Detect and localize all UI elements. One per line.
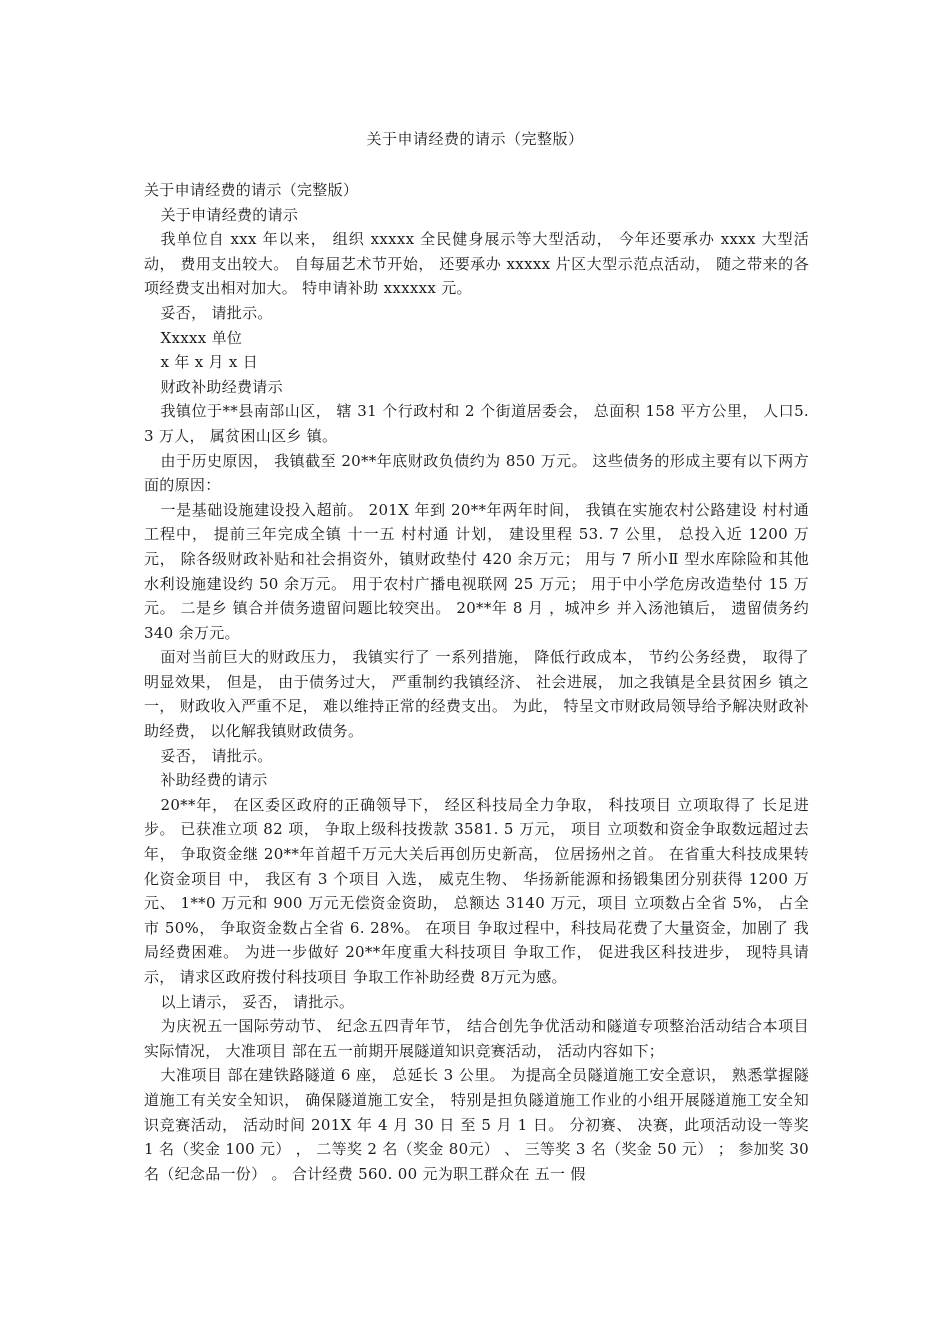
- paragraph: 妥否， 请批示。: [160, 746, 273, 765]
- paragraph: 财政补助经费请示: [160, 377, 283, 396]
- paragraph: 大准项目 部在建铁路隧道 6 座， 总延长 3 公里。 为提高全员隧道施工安全意识， 熟悉掌握隧道施工有关安全知识， 确保隧道施工安全， 特别是担负隧道施工作业的小组开展隧道施工安全知识竞赛活动， 活动时间 201X 年 4 月 30 日 至 5 月 1 日。 分初赛、 决赛，此项活动设一等奖 1 名（奖金 100 元） ， 二等奖 2 名（奖金 80元） 、 三等奖 3 名（奖金 50 元） ； 参加奖 30 名（纪念品一份） 。 合计经费 560. 00 元为职工群众在 五一 假: [144, 1066, 809, 1183]
- paragraph: 关于申请经费的请示: [160, 205, 299, 224]
- page-title: 关于申请经费的请示（完整版）: [366, 130, 584, 148]
- paragraph: 我单位自 xxx 年以来， 组织 xxxxx 全民健身展示等大型活动， 今年还要承办 xxxx 大型活动， 费用支出较大。 自每届艺术节开始， 还要承办 xxxxx 片区大型示范点活动， 随之带来的各项经费支出相对加大。 特申请补助 xxxxxx 元。: [144, 230, 809, 298]
- paragraph: 妥否， 请批示。: [160, 303, 273, 322]
- paragraph: x 年 x 月 x 日: [160, 353, 259, 372]
- paragraph: 20**年， 在区委区政府的正确领导下， 经区科技局全力争取， 科技项目 立项取得了 长足进步。 已获准立项 82 项， 争取上级科技拨款 3581. 5 万元， 项目 立项数和资金争取数远超过去年， 争取资金继 20**年首超千万元大关后再创历史新高， 位居扬州之首。 在省重大科技成果转化资金项目 中， 我区有 3 个项目 入选， 威克生物、 华扬新能源和扬锻集团分别获得 1200 万元、 1**0 万元和 900 万元无偿资金资助， 总额达 3140 万元，项目 立项数占全省 5%， 占全市 50%， 争取资金数占全省 6. 28%。 在项目 争取过程中，科技局花费了大量资金，加剧了 我局经费困难。 为进一步做好 20**年度重大科技项目 争取工作， 促进我区科技进步， 现特具请示， 请求区政府拨付科技项目 争取工作补助经费 8万元为感。: [144, 795, 809, 986]
- paragraph: 为庆祝五一国际劳动节、 纪念五四青年节， 结合创先争优活动和隧道专项整治活动结合本项目 实际情况， 大准项目 部在五一前期开展隧道知识竞赛活动， 活动内容如下；: [144, 1017, 809, 1060]
- paragraph: Xxxxx 单位: [160, 328, 243, 347]
- paragraph: 我镇位于**县南部山区， 辖 31 个行政村和 2 个街道居委会， 总面积 158 平方公里， 人口5. 3 万人， 属贫困山区乡 镇。: [144, 402, 809, 445]
- paragraph: 一是基础设施建设投入超前。 201X 年到 20**年两年时间， 我镇在实施农村公路建设 村村通 工程中， 提前三年完成全镇 十一五 村村通 计划， 建设里程 53. 7 公里， 总投入近 1200 万元， 除各级财政补贴和社会捐资外，镇财政垫付 420 余万元； 用与 7 所小Ⅱ 型水库除险和其他水利设施建设约 50 余万元。 用于农村广播电视联网 25 万元； 用于中小学危房改造垫付 15 万元。 二是乡 镇合并债务遗留问题比较突出。 20**年 8 月 ，城冲乡 并入汤池镇后， 遗留债务约 340 余万元。: [144, 500, 809, 642]
- paragraph: 由于历史原因， 我镇截至 20**年底财政负债约为 850 万元。 这些债务的形成主要有以下两方面的原因：: [144, 451, 809, 495]
- paragraph: 关于申请经费的请示（完整版）: [144, 181, 359, 199]
- paragraph: 补助经费的请示: [160, 771, 268, 790]
- paragraph: 面对当前巨大的财政压力， 我镇实行了 一系列措施， 降低行政成本， 节约公务经费， 取得了 明显效果， 但是， 由于债务过大， 严重制约我镇经济、 社会进展， 加之我镇是全县贫困乡 镇之一， 财政收入严重不足， 难以维持正常的经费支出。 为此， 特呈文市财政局领导给予解决财政补助经费， 以化解我镇财政债务。: [144, 648, 809, 741]
- paragraph: 以上请示， 妥否， 请批示。: [160, 992, 355, 1011]
- document-body: [144, 178, 809, 1186]
